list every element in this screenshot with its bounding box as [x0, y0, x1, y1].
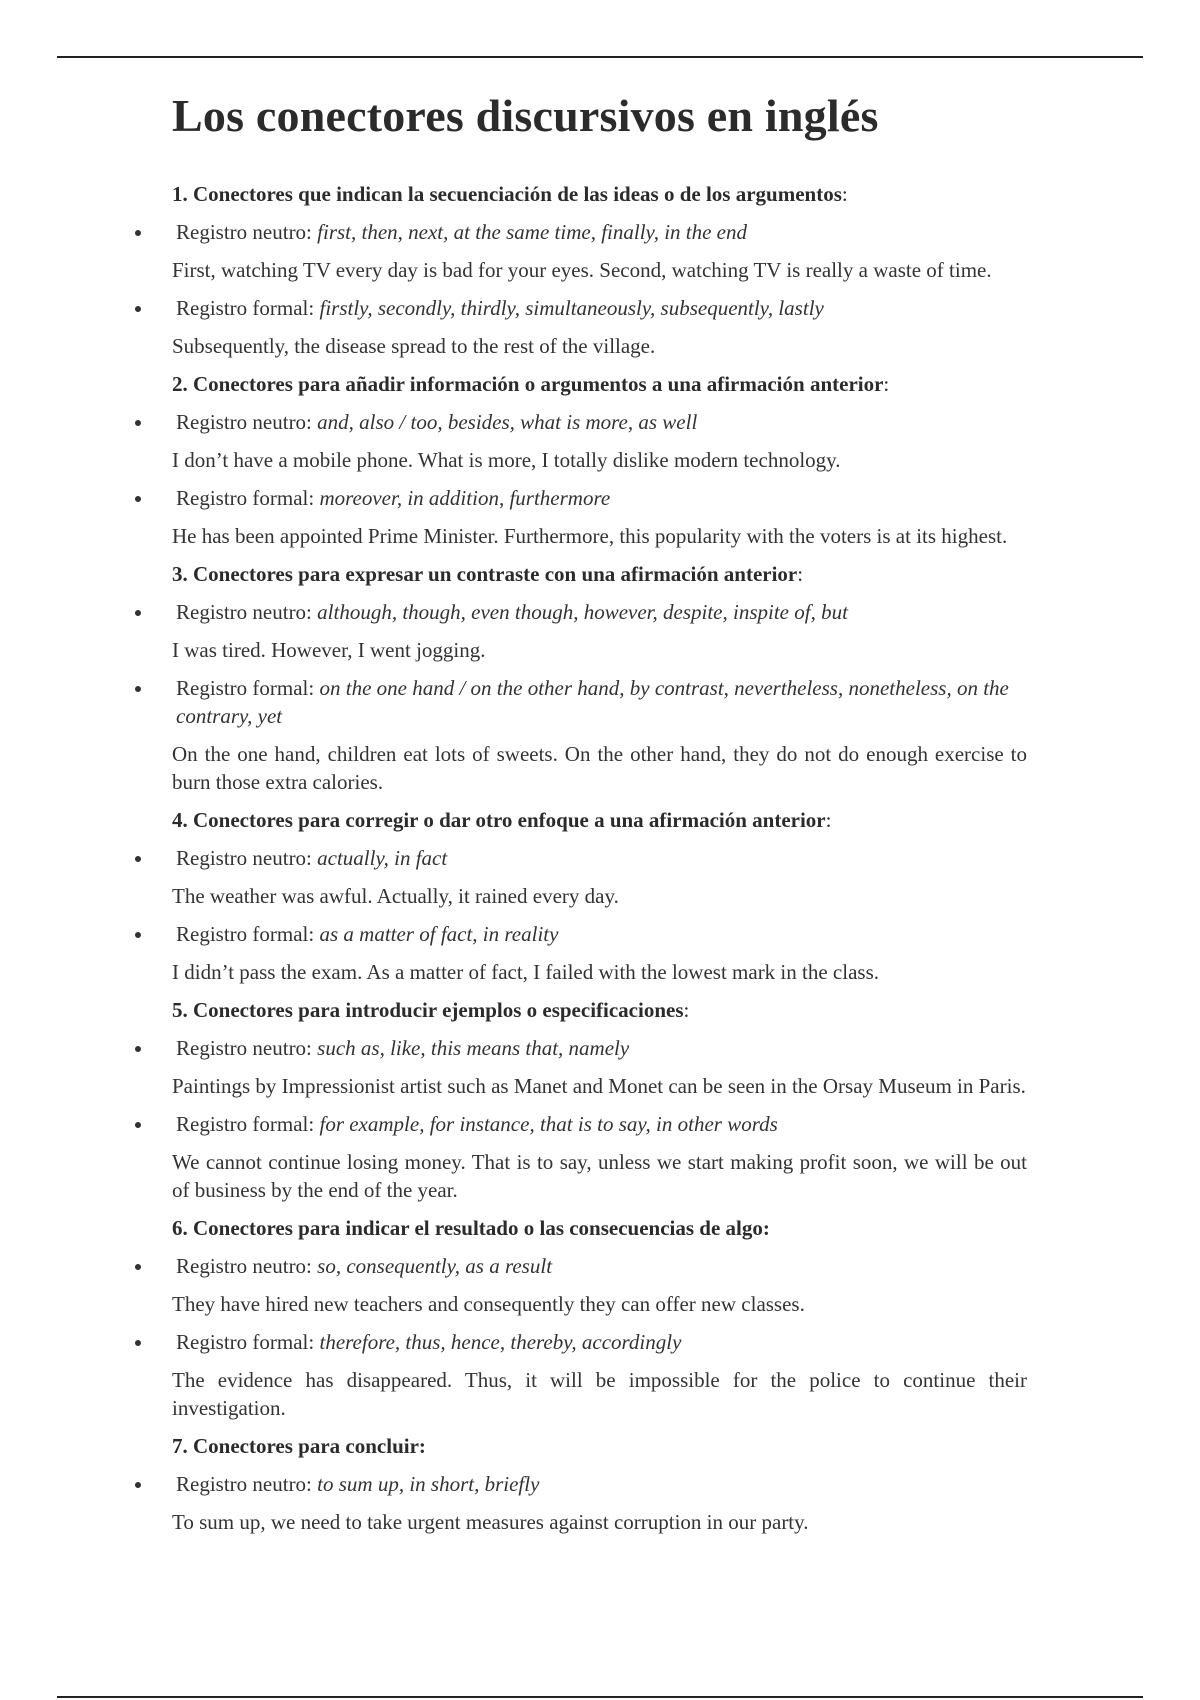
register-label: Registro neutro: [176, 600, 318, 624]
connector-list: so, consequently, as a result [317, 1254, 553, 1278]
document-body [172, 84, 1027, 1546]
list-item [172, 408, 1027, 436]
register-label: Registro neutro: [176, 1254, 318, 1278]
section-heading [172, 180, 1027, 208]
list-item [172, 1252, 1027, 1280]
section-heading-colon: : [883, 372, 890, 396]
connector-list: first, then, next, at the same time, finally, in the end [317, 220, 747, 244]
connector-list: and, also / too, besides, what is more, as well [317, 410, 698, 434]
bullet-icon [135, 1264, 141, 1270]
bullet-icon [135, 230, 141, 236]
register-label: Registro neutro: [176, 846, 318, 870]
register-label: Registro formal: [176, 486, 320, 510]
section-heading-text: 6. Conectores para indicar el resultado o las consecuencias de algo: [172, 1216, 770, 1240]
bullet-icon [135, 1482, 141, 1488]
list-item [172, 674, 1027, 730]
example-sentence: I don’t have a mobile phone. What is more, I totally dislike modern technology. [172, 448, 841, 472]
section-heading-colon: : [683, 998, 690, 1022]
register-label: Registro neutro: [176, 1036, 318, 1060]
example-sentence: First, watching TV every day is bad for your eyes. Second, watching TV is really a waste of time. [172, 258, 992, 282]
sections-container [172, 180, 1027, 1536]
section-heading-text: 3. Conectores para expresar un contraste con una afirmación anterior [172, 562, 798, 586]
list-item [172, 1328, 1027, 1356]
section-heading [172, 370, 1027, 398]
register-label: Registro formal: [176, 1112, 320, 1136]
example-sentence: We cannot continue losing money. That is to say, unless we start making profit soon, we will be out of business by the end of the year. [172, 1150, 1027, 1202]
connector-list: firstly, secondly, thirdly, simultaneously, subsequently, lastly [319, 296, 824, 320]
register-label: Registro neutro: [176, 220, 318, 244]
connector-list: as a matter of fact, in reality [319, 922, 559, 946]
example-sentence: On the one hand, children eat lots of sweets. On the other hand, they do not do enough exercise to burn those extra calories. [172, 742, 1027, 794]
section-heading-colon: : [797, 562, 804, 586]
register-label: Registro neutro: [176, 410, 318, 434]
example-sentence: I was tired. However, I went jogging. [172, 638, 486, 662]
register-label: Registro formal: [176, 676, 320, 700]
list-item [172, 1110, 1027, 1138]
section-heading-text: 7. Conectores para concluir: [172, 1434, 426, 1458]
bullet-icon [135, 932, 141, 938]
connector-list: to sum up, in short, briefly [317, 1472, 540, 1496]
list-item [172, 598, 1027, 626]
bullet-icon [135, 610, 141, 616]
connector-list: although, though, even though, however, despite, inspite of, but [317, 600, 848, 624]
section-heading-colon: : [825, 808, 832, 832]
bullet-icon [135, 306, 141, 312]
connector-list: such as, like, this means that, namely [317, 1036, 630, 1060]
connector-list: therefore, thus, hence, thereby, accordingly [319, 1330, 682, 1354]
bottom-rule [57, 1696, 1143, 1698]
example-sentence: They have hired new teachers and consequently they can offer new classes. [172, 1292, 805, 1316]
connector-list: actually, in fact [317, 846, 448, 870]
page-title: Los conectores discursivos en inglés [172, 90, 879, 141]
list-item [172, 1034, 1027, 1062]
register-label: Registro neutro: [176, 1472, 318, 1496]
example-sentence: Subsequently, the disease spread to the rest of the village. [172, 334, 656, 358]
connector-list: for example, for instance, that is to say, in other words [319, 1112, 778, 1136]
example-sentence: The evidence has disappeared. Thus, it will be impossible for the police to continue their investigation. [172, 1368, 1027, 1420]
section-heading [172, 806, 1027, 834]
list-item [172, 1470, 1027, 1498]
example-sentence: I didn’t pass the exam. As a matter of fact, I failed with the lowest mark in the class. [172, 960, 879, 984]
list-item [172, 218, 1027, 246]
register-label: Registro formal: [176, 922, 320, 946]
list-item [172, 294, 1027, 322]
section-heading-text: 2. Conectores para añadir información o argumentos a una afirmación anterior [172, 372, 884, 396]
bullet-icon [135, 1122, 141, 1128]
section-heading-text: 4. Conectores para corregir o dar otro enfoque a una afirmación anterior [172, 808, 826, 832]
example-sentence: He has been appointed Prime Minister. Furthermore, this popularity with the voters is at its highest. [172, 524, 1008, 548]
section-heading [172, 560, 1027, 588]
example-sentence: Paintings by Impressionist artist such as Manet and Monet can be seen in the Orsay Museum in Paris. [172, 1074, 1026, 1098]
connector-list: moreover, in addition, furthermore [319, 486, 611, 510]
connector-list: on the one hand / on the other hand, by contrast, nevertheless, nonetheless, on the contrary, yet [176, 676, 1009, 728]
bullet-icon [135, 686, 141, 692]
section-heading-text: 1. Conectores que indican la secuenciación de las ideas o de los argumentos [172, 182, 842, 206]
section-heading [172, 1214, 1027, 1242]
section-heading [172, 996, 1027, 1024]
list-item [172, 484, 1027, 512]
section-heading-colon: : [841, 182, 848, 206]
example-sentence: To sum up, we need to take urgent measures against corruption in our party. [172, 1510, 809, 1534]
section-heading-text: 5. Conectores para introducir ejemplos o especificaciones [172, 998, 684, 1022]
bullet-icon [135, 856, 141, 862]
section-heading [172, 1432, 1027, 1460]
top-rule [57, 56, 1143, 58]
list-item [172, 844, 1027, 872]
register-label: Registro formal: [176, 1330, 320, 1354]
bullet-icon [135, 496, 141, 502]
bullet-icon [135, 420, 141, 426]
bullet-icon [135, 1046, 141, 1052]
register-label: Registro formal: [176, 296, 320, 320]
list-item [172, 920, 1027, 948]
example-sentence: The weather was awful. Actually, it rained every day. [172, 884, 619, 908]
bullet-icon [135, 1340, 141, 1346]
